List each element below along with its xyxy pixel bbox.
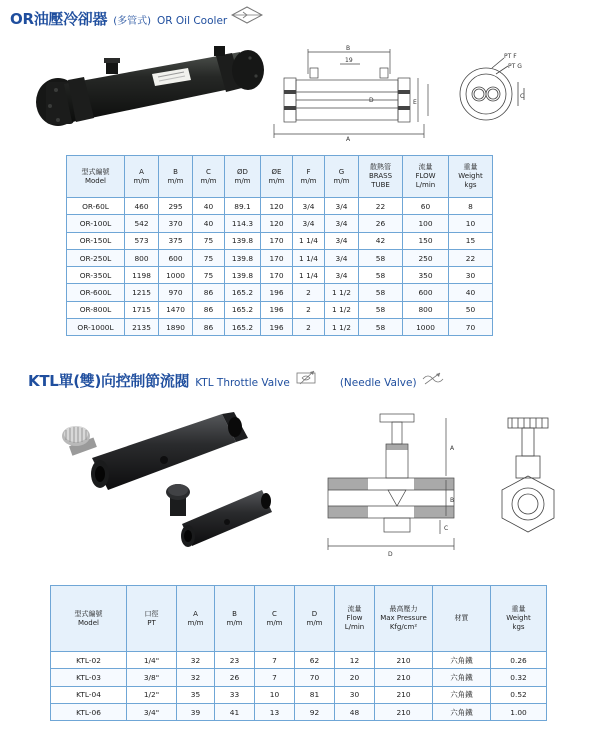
table-cell: 1.00 [491, 703, 547, 720]
table-cell: OR-150L [67, 232, 125, 249]
table-cell: 58 [359, 284, 403, 301]
table-cell: 70 [295, 669, 335, 686]
throttle-valve-spec-table [50, 585, 547, 721]
table-cell: 460 [125, 198, 159, 215]
table-cell: 120 [261, 215, 293, 232]
table-cell: 120 [261, 198, 293, 215]
table-cell: 23 [215, 652, 255, 669]
throttle-valve-section-drawing [322, 410, 468, 560]
table-cell: 165.2 [225, 284, 261, 301]
table-cell: 2 [293, 301, 325, 318]
table-cell: 62 [295, 652, 335, 669]
table-cell: 139.8 [225, 249, 261, 266]
table-cell: 58 [359, 267, 403, 284]
throttle-valve-table-body [51, 652, 547, 721]
table-cell: OR-800L [67, 301, 125, 318]
oil-cooler-subtitle: (多管式) [113, 16, 152, 27]
oil-cooler-side-drawing [268, 44, 438, 144]
table-cell: 75 [193, 249, 225, 266]
throttle-symbol-icon [294, 368, 320, 386]
table-cell: 7 [255, 652, 295, 669]
col-f: F m/m [293, 156, 325, 198]
table-row [67, 319, 493, 336]
table-cell: KTL-03 [51, 669, 127, 686]
table-cell: 50 [449, 301, 493, 318]
table-cell: 1 1/4 [293, 232, 325, 249]
table-cell: 295 [159, 198, 193, 215]
table-cell: 0.52 [491, 686, 547, 703]
table-cell: 210 [375, 669, 433, 686]
throttle-valve-heading [28, 368, 445, 391]
table-cell: 139.8 [225, 267, 261, 284]
table-cell: 7 [255, 669, 295, 686]
drawing-label-b: B [450, 497, 455, 504]
table-cell: 42 [359, 232, 403, 249]
table-cell: 1 1/2 [325, 301, 359, 318]
table-cell: 600 [403, 284, 449, 301]
table-cell: 8 [449, 198, 493, 215]
table-cell: 89.1 [225, 198, 261, 215]
table-cell: 1198 [125, 267, 159, 284]
table-cell: 1715 [125, 301, 159, 318]
table-cell: 1 1/4 [293, 267, 325, 284]
table-cell: 41 [215, 703, 255, 720]
table-row [67, 215, 493, 232]
table-cell: 58 [359, 319, 403, 336]
table-row [67, 232, 493, 249]
table-cell: 86 [193, 284, 225, 301]
table-cell: 1/4" [127, 652, 177, 669]
drawing-label-pt-f: PT F [504, 53, 517, 60]
table-cell: OR-250L [67, 249, 125, 266]
table-cell: 86 [193, 301, 225, 318]
table-cell: 六角鐵 [433, 703, 491, 720]
table-cell: 26 [359, 215, 403, 232]
table-cell: 1 1/4 [293, 249, 325, 266]
drawing-label-b: B [346, 45, 351, 52]
oil-cooler-english-title: OR Oil Cooler [157, 15, 228, 27]
table-row [51, 652, 547, 669]
table-cell: 1470 [159, 301, 193, 318]
throttle-valve-end-drawing [486, 414, 570, 542]
col-weight: 重量 Weight kgs [491, 586, 547, 652]
table-row [67, 198, 493, 215]
col-diameter-e: ØE m/m [261, 156, 293, 198]
col-model: 型式編號 Model [67, 156, 125, 198]
throttle-valve-photo [52, 404, 278, 560]
table-cell: 40 [449, 284, 493, 301]
table-cell: 26 [215, 669, 255, 686]
table-cell: 1000 [403, 319, 449, 336]
table-cell: 150 [403, 232, 449, 249]
col-b: B m/m [159, 156, 193, 198]
table-cell: 2 [293, 319, 325, 336]
table-cell: 573 [125, 232, 159, 249]
table-cell: 196 [261, 301, 293, 318]
table-row [67, 284, 493, 301]
col-c: C m/m [255, 586, 295, 652]
table-cell: 3/4 [325, 198, 359, 215]
table-cell: 58 [359, 301, 403, 318]
table-cell: 3/4 [325, 267, 359, 284]
table-cell: 30 [449, 267, 493, 284]
table-cell: 3/4 [325, 232, 359, 249]
table-cell: 370 [159, 215, 193, 232]
oil-cooler-end-drawing [452, 50, 532, 130]
table-cell: 0.32 [491, 669, 547, 686]
table-cell: 75 [193, 232, 225, 249]
throttle-valve-header-row [51, 586, 547, 652]
table-cell: 114.3 [225, 215, 261, 232]
col-brass-tube: 散熱管 BRASS TUBE [359, 156, 403, 198]
col-c: C m/m [193, 156, 225, 198]
table-row [51, 669, 547, 686]
table-cell: 1 1/2 [325, 319, 359, 336]
table-cell: 100 [403, 215, 449, 232]
table-cell: 六角鐵 [433, 652, 491, 669]
table-cell: 22 [449, 249, 493, 266]
table-cell: 800 [125, 249, 159, 266]
table-cell: 970 [159, 284, 193, 301]
table-cell: 35 [177, 686, 215, 703]
table-row [67, 267, 493, 284]
table-cell: 350 [403, 267, 449, 284]
col-material: 材質 [433, 586, 491, 652]
col-a: A m/m [125, 156, 159, 198]
table-cell: 170 [261, 249, 293, 266]
table-cell: 20 [335, 669, 375, 686]
table-cell: 165.2 [225, 319, 261, 336]
oil-cooler-header-row [67, 156, 493, 198]
table-cell: 170 [261, 232, 293, 249]
table-cell: 40 [193, 215, 225, 232]
col-d: D m/m [295, 586, 335, 652]
cooler-symbol-icon [231, 6, 263, 24]
table-cell: 3/4 [293, 215, 325, 232]
table-cell: 12 [335, 652, 375, 669]
table-cell: OR-60L [67, 198, 125, 215]
table-cell: 1890 [159, 319, 193, 336]
col-a: A m/m [177, 586, 215, 652]
table-cell: 15 [449, 232, 493, 249]
table-cell: OR-100L [67, 215, 125, 232]
table-cell: 0.26 [491, 652, 547, 669]
col-port-size: 口徑 PT [127, 586, 177, 652]
table-cell: 250 [403, 249, 449, 266]
table-cell: 40 [193, 198, 225, 215]
drawing-label-c: C [444, 525, 449, 532]
table-cell: 196 [261, 319, 293, 336]
drawing-label-pt-g: PT G [508, 63, 522, 70]
table-cell: KTL-02 [51, 652, 127, 669]
col-diameter-d: ØD m/m [225, 156, 261, 198]
col-flow: 流量 Flow L/min [335, 586, 375, 652]
table-cell: 3/4" [127, 703, 177, 720]
table-cell: 210 [375, 652, 433, 669]
table-cell: 170 [261, 267, 293, 284]
table-cell: 1000 [159, 267, 193, 284]
col-g: G m/m [325, 156, 359, 198]
table-cell: 22 [359, 198, 403, 215]
throttle-valve-title: KTL單(雙)向控制節流閥 [28, 372, 190, 390]
drawing-label-d: D [369, 97, 374, 104]
oil-cooler-photo [28, 44, 268, 128]
table-cell: 30 [335, 686, 375, 703]
drawing-label-e: E [413, 99, 417, 106]
table-cell: 58 [359, 249, 403, 266]
table-cell: 139.8 [225, 232, 261, 249]
needle-valve-english-title: (Needle Valve) [339, 377, 417, 389]
drawing-label-d: D [388, 551, 393, 558]
table-cell: OR-1000L [67, 319, 125, 336]
table-cell: 375 [159, 232, 193, 249]
throttle-valve-english-title: KTL Throttle Valve [195, 377, 290, 389]
table-cell: 39 [177, 703, 215, 720]
table-cell: OR-350L [67, 267, 125, 284]
table-row [67, 249, 493, 266]
table-cell: 3/4 [293, 198, 325, 215]
table-cell: 1/2" [127, 686, 177, 703]
col-model: 型式編號 Model [51, 586, 127, 652]
table-cell: 75 [193, 267, 225, 284]
col-b: B m/m [215, 586, 255, 652]
needle-valve-symbol-icon [421, 370, 445, 386]
table-cell: KTL-04 [51, 686, 127, 703]
table-cell: 48 [335, 703, 375, 720]
table-cell: 1215 [125, 284, 159, 301]
oil-cooler-heading [10, 6, 263, 29]
table-cell: 210 [375, 703, 433, 720]
table-cell: 2135 [125, 319, 159, 336]
table-cell: 10 [255, 686, 295, 703]
table-cell: 70 [449, 319, 493, 336]
table-cell: 13 [255, 703, 295, 720]
col-max-pressure: 最高壓力 Max Pressure Kfg/cm² [375, 586, 433, 652]
drawing-label-a: A [450, 445, 455, 452]
table-cell: 542 [125, 215, 159, 232]
table-cell: 165.2 [225, 301, 261, 318]
oil-cooler-table-body [67, 198, 493, 336]
table-cell: 3/8" [127, 669, 177, 686]
table-cell: 32 [177, 652, 215, 669]
oil-cooler-title: OR油壓冷卻器 [10, 10, 108, 28]
col-flow: 流量 FLOW L/min [403, 156, 449, 198]
table-cell: 2 [293, 284, 325, 301]
table-cell: 92 [295, 703, 335, 720]
table-cell: 86 [193, 319, 225, 336]
table-cell: 800 [403, 301, 449, 318]
table-cell: 3/4 [325, 249, 359, 266]
table-cell: 196 [261, 284, 293, 301]
table-cell: 81 [295, 686, 335, 703]
table-cell: 33 [215, 686, 255, 703]
table-row [67, 301, 493, 318]
oil-cooler-spec-table [66, 155, 493, 336]
table-row [51, 703, 547, 720]
table-cell: KTL-06 [51, 703, 127, 720]
drawing-label-c: C [520, 93, 525, 100]
drawing-label-19: 19 [345, 57, 353, 64]
table-cell: OR-600L [67, 284, 125, 301]
table-cell: 210 [375, 686, 433, 703]
table-cell: 600 [159, 249, 193, 266]
table-cell: 60 [403, 198, 449, 215]
table-cell: 32 [177, 669, 215, 686]
col-weight: 重量 Weight kgs [449, 156, 493, 198]
table-cell: 六角鐵 [433, 686, 491, 703]
table-cell: 3/4 [325, 215, 359, 232]
table-cell: 1 1/2 [325, 284, 359, 301]
table-cell: 六角鐵 [433, 669, 491, 686]
table-row [51, 686, 547, 703]
drawing-label-a: A [346, 136, 351, 143]
table-cell: 10 [449, 215, 493, 232]
